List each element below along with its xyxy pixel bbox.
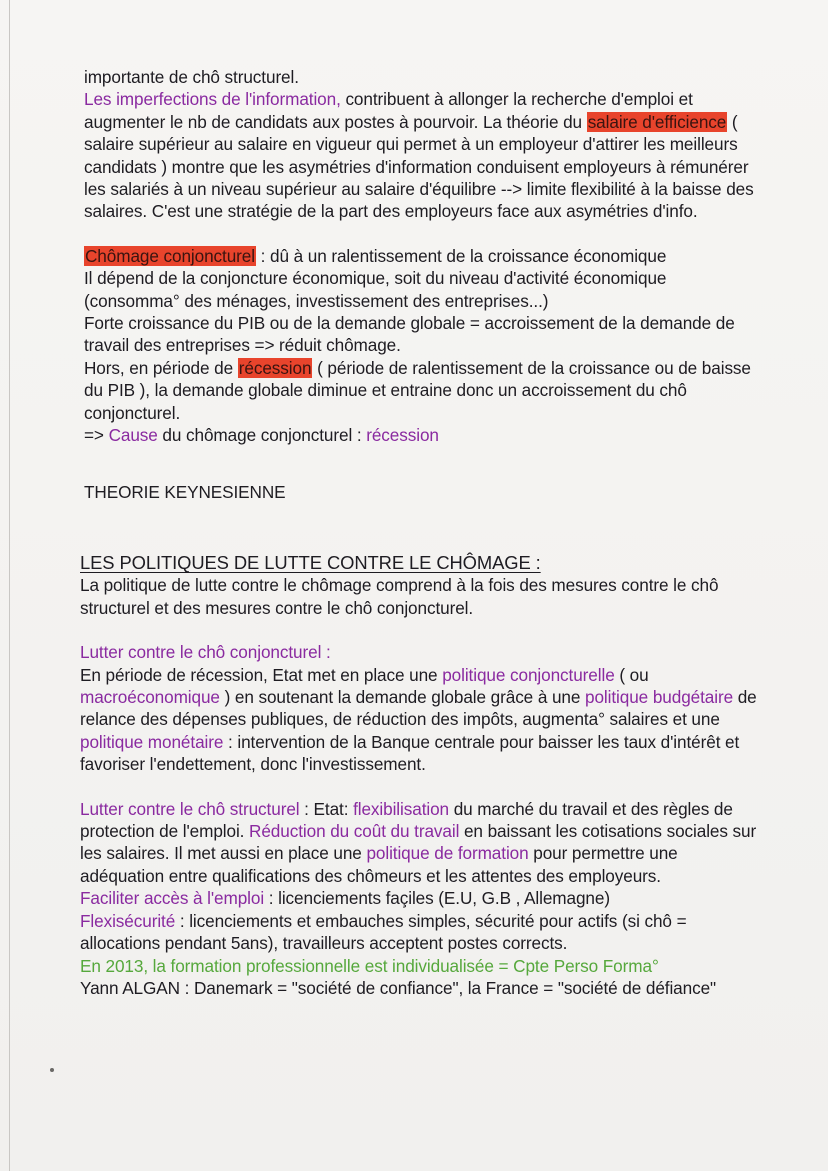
note-formation-2013: En 2013, la formation professionnelle est individualisée = Cpte Perso Forma° — [80, 955, 659, 976]
heading-lutter-conjoncturel: Lutter contre le chô conjoncturel : — [80, 642, 331, 663]
paragraph-imperfections — [84, 66, 764, 223]
text-span: Hors, en période de — [84, 357, 238, 378]
paragraph-politiques-intro: La politique de lutte contre le chômage comprend à la fois des mesures contre le chô structurel et des mesures contre le chô conjoncturel. — [80, 575, 719, 618]
title-politiques: LES POLITIQUES DE LUTTE CONTRE LE CHÔMAGE : — [80, 552, 541, 573]
term-flexibilisation: flexibilisation — [353, 798, 450, 819]
heading-lutter-structurel: Lutter contre le chô structurel — [80, 798, 300, 819]
text-span: en baissant les cotisations sociales sur les salaires. Il met aussi en place une — [80, 821, 757, 864]
stray-dot — [50, 1068, 54, 1072]
text-span: contribuent à allonger la recherche d'emploi et augmenter le nb de candidats aux postes à pourvoir. La théorie du — [84, 89, 693, 132]
term-politique-monetaire: politique monétaire — [80, 731, 224, 752]
text-span: de relance des dépenses publiques, de réduction des impôts, augmenta° salaires et une — [80, 687, 757, 730]
spacer — [84, 503, 764, 515]
text-span: du chômage conjoncturel : — [157, 425, 367, 446]
spacer — [84, 447, 764, 469]
text-span: du marché du travail et des règles de protection de l'emploi. — [80, 798, 733, 842]
heading-politiques — [80, 552, 760, 574]
arrow-text: => — [84, 425, 109, 446]
text-span: : licenciements et embauches simples, sécurité pour actifs (si chô = allocations pendant 5ans), travailleurs acceptent postes corrects. — [80, 910, 687, 954]
note-yann-algan: Yann ALGAN : Danemark = "société de confiance", la France = "société de défiance" — [80, 977, 717, 998]
text-span: En période de récession, Etat met en place une — [80, 664, 443, 685]
term-cause: Cause — [108, 425, 158, 446]
text-span: ( période de ralentissement de la croissance ou de baisse du PIB ), la demande globale diminue et entraine donc un accroissement du chô conjoncturel. — [84, 357, 751, 423]
term-faciliter-acces: Faciliter accès à l'emploi — [80, 888, 265, 909]
term-flexisecurite: Flexisécurité — [80, 910, 176, 931]
text-span: Il dépend de la conjoncture économique, soit du niveau d'activité économique (consomma° des ménages, investissement des entreprises...) — [84, 268, 667, 311]
text-span: ( ou — [614, 664, 649, 685]
lower-section — [80, 552, 760, 999]
highlight-chomage-conjoncturel: Chômage conjoncturel — [85, 245, 255, 266]
spacer — [80, 776, 760, 798]
text-span: Forte croissance du PIB ou de la demande globale = accroissement de la demande de travail des entreprises => réduit chômage. — [84, 313, 735, 356]
text-span: ( salaire supérieur au salaire en vigueur qui permet à un employeur d'attirer les meilleurs candidats ) montre que les asymétries d'information conduisent employeurs à rémunérer les salariés à un niveau supérieur au salaire d'équilibre --> limite flexibilité à la baisse des salaires. C'est une stratégie de la part des employeurs face aux asymétries d'info. — [84, 111, 754, 222]
term-politique-conjoncturelle: politique conjoncturelle — [442, 664, 615, 685]
term-reduction-cout-travail: Réduction du coût du travail — [249, 821, 460, 842]
paragraph-chomage-conjoncturel — [84, 245, 764, 447]
term-recession: récession — [366, 425, 439, 446]
text-line: importante de chô structurel. — [84, 67, 299, 87]
highlight-salaire-efficience: salaire d'efficience — [587, 111, 727, 132]
text-span: : Etat: — [299, 798, 354, 819]
paragraph-lutter-structurel — [80, 798, 760, 1000]
spacer — [80, 619, 760, 641]
heading-theorie-keynesienne: THEORIE KEYNESIENNE — [84, 481, 286, 502]
text-span: : licenciements façiles (E.U, G.B , Allemagne) — [264, 888, 610, 909]
upper-section — [84, 66, 764, 515]
highlight-recession: récession — [238, 357, 312, 378]
text-span: : intervention de la Banque centrale pour baisser les taux d'intérêt et favoriser l'endettement, donc l'investissement. — [80, 731, 740, 775]
spacer — [84, 223, 764, 245]
term-macroeconomique: macroéconomique — [80, 687, 220, 708]
term-politique-formation: politique de formation — [366, 843, 529, 864]
term-politique-budgetaire: politique budgétaire — [585, 687, 734, 708]
term-imperfections: Les imperfections de l'information, — [84, 89, 341, 110]
text-span: : dû à un ralentissement de la croissance économique — [255, 245, 667, 266]
text-span: pour permettre une adéquation entre qualifications des chômeurs et les attentes des employeurs. — [80, 843, 678, 886]
paragraph-lutter-conjoncturel — [80, 664, 760, 776]
spacer — [84, 469, 764, 481]
page-margin-line — [9, 0, 10, 1171]
text-span: ) en soutenant la demande globale grâce à une — [219, 687, 586, 708]
